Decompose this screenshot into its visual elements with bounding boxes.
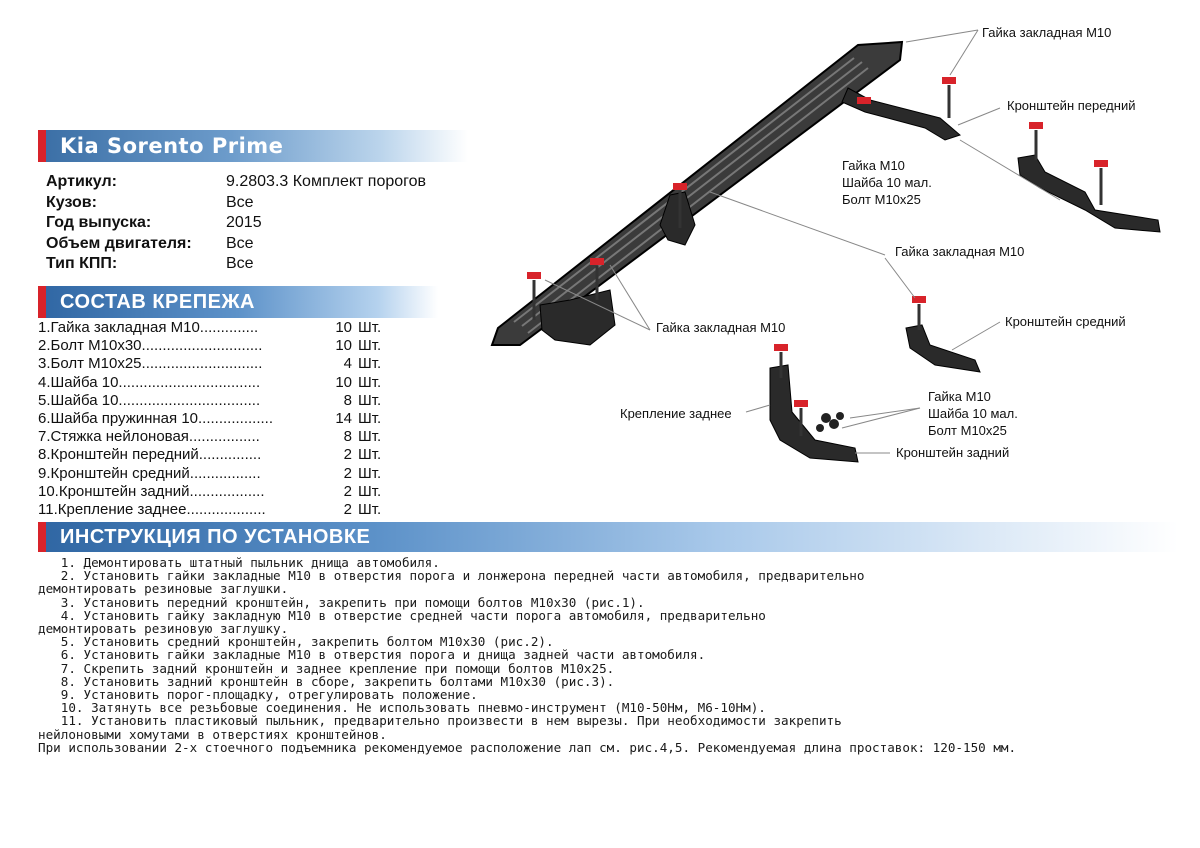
running-board xyxy=(492,42,902,345)
instruction-line: демонтировать резиновые заглушки. xyxy=(38,581,289,597)
list-item xyxy=(38,465,381,483)
label-hw-front-nut: Гайка М10 xyxy=(842,158,905,173)
part-qty: 8 xyxy=(343,428,352,446)
nut-marker xyxy=(774,344,788,351)
nut-marker xyxy=(1094,160,1108,167)
label-bracket-middle: Кронштейн средний xyxy=(1005,314,1126,329)
spec-row xyxy=(46,172,426,193)
part-unit: Шт. xyxy=(358,428,382,446)
nut-marker xyxy=(527,272,541,279)
spec-row xyxy=(46,193,426,214)
instruction-line: 9. Установить порог-площадку, отрегулировать положение. xyxy=(38,687,478,703)
leader-line xyxy=(958,108,1000,125)
install-steps xyxy=(38,556,1138,741)
list-item xyxy=(38,374,381,392)
list-item xyxy=(38,410,381,428)
part-unit: Шт. xyxy=(358,391,382,409)
assembly-diagram xyxy=(470,0,1200,500)
nut-marker xyxy=(590,258,604,265)
running-board-rib xyxy=(522,62,862,326)
spec-label: Кузов: xyxy=(46,193,97,211)
list-item xyxy=(38,428,381,446)
nut-marker xyxy=(942,77,956,84)
label-nut-top: Гайка закладная М10 xyxy=(982,25,1112,40)
bracket-front-detached xyxy=(1018,155,1160,232)
spec-label: Артикул: xyxy=(46,173,117,190)
list-item xyxy=(38,392,381,410)
callout-labels xyxy=(620,25,1135,460)
nut-marker xyxy=(673,183,687,190)
part-name: 10.Кронштейн задний.................. xyxy=(38,482,265,500)
leader-line xyxy=(952,322,1000,350)
part-qty: 8 xyxy=(343,391,352,409)
list-item xyxy=(38,355,381,373)
label-bracket-rear: Кронштейн задний xyxy=(896,445,1010,460)
list-item xyxy=(38,446,381,464)
spec-label: Тип КПП: xyxy=(46,255,118,272)
part-name: 9.Кронштейн средний................. xyxy=(38,464,261,482)
spec-value: Все xyxy=(226,255,254,272)
spec-row xyxy=(46,213,426,234)
instruction-line: 8. Установить задний кронштейн в сборе, закрепить болтами М10х30 (рис.3). xyxy=(38,673,615,689)
spec-value: 9.2803.3 Комплект порогов xyxy=(226,173,427,190)
bracket-front-mounted xyxy=(842,88,960,140)
part-qty: 10 xyxy=(335,319,352,336)
part-unit: Шт. xyxy=(358,373,382,391)
part-name: 5.Шайба 10.................................. xyxy=(38,391,261,409)
part-name: 7.Стяжка нейлоновая................. xyxy=(38,428,260,446)
instruction-line: 3. Установить передний кронштейн, закрепить при помощи болтов М10х30 (рис.1). xyxy=(38,594,645,610)
label-hw-front-bolt: Болт М10х25 xyxy=(842,192,921,207)
instruction-line: 1. Демонтировать штатный пыльник днища автомобиля. xyxy=(38,555,440,570)
nut-marker xyxy=(857,97,871,104)
part-name: 4.Шайба 10.................................. xyxy=(38,373,261,391)
part-unit: Шт. xyxy=(358,446,382,464)
part-name: 6.Шайба пружинная 10.................. xyxy=(38,410,274,428)
instruction-line: 4. Установить гайку закладную М10 в отверстие средней части порога автомобиля, предварительно xyxy=(38,607,766,623)
part-unit: Шт. xyxy=(358,501,382,519)
instruction-line: 6. Установить гайки закладные М10 в отверстия порога и днища задней части автомобиля. xyxy=(38,647,706,663)
spec-table xyxy=(46,172,426,275)
leader-line xyxy=(960,140,1060,200)
spec-row xyxy=(46,234,426,255)
instruction-line: демонтировать резиновую заглушку. xyxy=(38,621,289,637)
part-qty: 4 xyxy=(343,355,352,373)
instruction-line: 11. Установить пластиковый пыльник, предварительно произвести в нем вырезы. При необходимости закрепить xyxy=(38,713,842,729)
spec-label: Год выпуска: xyxy=(46,214,152,231)
part-name: 3.Болт М10х25............................. xyxy=(38,355,263,373)
list-item xyxy=(38,319,381,337)
spec-value: Все xyxy=(226,193,254,211)
leader-line xyxy=(885,258,915,298)
label-rear-mount: Крепление заднее xyxy=(620,406,732,421)
lift-note: При использовании 2-х стоечного подъемника рекомендуемое расположение лап см. рис.4,5. Рекомендуемая длина проставок: 120-150 мм. xyxy=(38,740,1017,755)
part-unit: Шт. xyxy=(358,410,382,428)
leader-line xyxy=(746,405,770,412)
fasteners-banner xyxy=(38,286,438,318)
list-item xyxy=(38,337,381,355)
washer xyxy=(836,412,844,420)
part-qty: 10 xyxy=(335,337,352,355)
banner-accent xyxy=(38,522,46,552)
fasteners-list xyxy=(38,319,381,519)
list-item xyxy=(38,483,381,501)
instruction-line: 10. Затянуть все резьбовые соединения. Не использовать пневмо-инструмент (М10-50Нм, М6-10Нм). xyxy=(38,700,766,716)
part-qty: 2 xyxy=(343,501,352,519)
leader-line xyxy=(950,30,978,75)
spec-row xyxy=(46,254,426,275)
part-qty: 2 xyxy=(343,482,352,500)
part-unit: Шт. xyxy=(358,337,382,355)
label-bracket-front: Кронштейн передний xyxy=(1007,98,1136,113)
part-name: 2.Болт М10х30............................. xyxy=(38,337,263,355)
install-heading: ИНСТРУКЦИЯ ПО УСТАНОВКЕ xyxy=(60,525,371,548)
washer xyxy=(829,419,839,429)
part-unit: Шт. xyxy=(358,319,382,336)
label-hw-rear-nut: Гайка М10 xyxy=(928,389,991,404)
banner-accent xyxy=(38,286,46,318)
part-name: 8.Кронштейн передний............... xyxy=(38,446,262,464)
leader-line xyxy=(906,30,978,42)
instruction-line: нейлоновыми хомутами в отверстиях кронштейнов. xyxy=(38,726,387,742)
part-name: 1.Гайка закладная М10.............. xyxy=(38,319,259,336)
instruction-line: 2. Установить гайки закладные М10 в отверстия порога и лонжерона передней части автомобиля, предварительно xyxy=(38,568,865,584)
title-banner xyxy=(38,130,468,162)
nut-marker xyxy=(1029,122,1043,129)
label-nut-left: Гайка закладная М10 xyxy=(656,320,786,335)
part-qty: 2 xyxy=(343,446,352,464)
spec-label: Объем двигателя: xyxy=(46,234,192,252)
fasteners-heading: СОСТАВ КРЕПЕЖА xyxy=(60,290,255,313)
list-item xyxy=(38,501,381,519)
nut-marker xyxy=(794,400,808,407)
instruction-line: 7. Скрепить задний кронштейн и заднее крепление при помощи болтов М10х25. xyxy=(38,660,615,676)
bracket-rear-detached xyxy=(770,365,858,462)
part-unit: Шт. xyxy=(358,464,382,482)
install-banner xyxy=(38,522,1178,552)
label-hw-rear-washer: Шайба 10 мал. xyxy=(928,406,1018,421)
part-unit: Шт. xyxy=(358,355,382,373)
page-title: Kia Sorento Prime xyxy=(60,134,284,158)
spec-value: 2015 xyxy=(226,214,262,231)
part-qty: 14 xyxy=(335,410,352,428)
label-hw-rear-bolt: Болт М10х25 xyxy=(928,423,1007,438)
bracket-middle-detached xyxy=(906,325,980,372)
part-qty: 2 xyxy=(343,464,352,482)
spec-value: Все xyxy=(226,234,254,252)
part-name: 11.Крепление заднее................... xyxy=(38,501,266,519)
running-board-rib xyxy=(528,68,868,333)
instruction-line: 5. Установить средний кронштейн, закрепить болтом М10х30 (рис.2). xyxy=(38,634,554,650)
part-qty: 10 xyxy=(335,373,352,391)
washer xyxy=(816,424,824,432)
banner-accent xyxy=(38,130,46,162)
label-hw-front-washer: Шайба 10 мал. xyxy=(842,175,932,190)
label-nut-middle: Гайка закладная М10 xyxy=(895,244,1025,259)
part-unit: Шт. xyxy=(358,482,382,500)
leader-line xyxy=(842,408,920,428)
washer xyxy=(821,413,831,423)
